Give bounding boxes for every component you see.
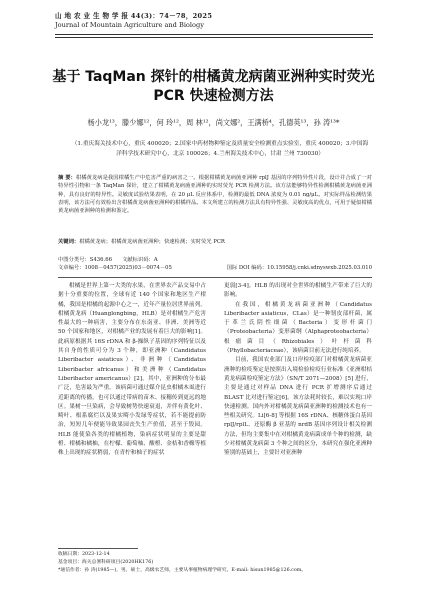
abstract	[58, 174, 372, 215]
clc-number: 中图分类号：S436.66	[58, 257, 112, 263]
journal-header-cn: 山 地 农 业 生 物 学 报 44(3)：74－78，2025	[55, 12, 213, 20]
header-rule-thin	[55, 37, 373, 38]
paper-title: 基于 TaqMan 探针的柑橘黄龙病菌亚洲种实时荧光 PCR 快速检测方法	[52, 69, 375, 104]
author-list: 杨小龙¹³，滕少娜¹²，何 玲¹²，周 林¹²，尚文娜²，王满桥⁴，孔德英¹³，孙 涛¹³*	[87, 118, 340, 127]
header-rule-thick	[55, 34, 373, 35]
keywords-text: 柑橘黄龙病；柑橘黄龙病菌亚洲种；快速检测；实时荧光 PCR	[79, 239, 225, 245]
body-paragraph: 柑橘是世界上第一大类的水果，在世界农产品交易中占据十分重要的位置，全球有近 140 个国家和地区生产柑橘，我国是柑橘的起源中心之一，近年产量位居世界前列。柑橘黄龙病（Huanglongbing，HLB）是对柑橘生产危害性最大的一种病害，主要分布在东南亚、非洲、美洲等近 50 个国家和地区，对柑橘产业的发展有着巨大的影响[1]。此病原根据其 16S rDNA 和 β-操纵子基因的序列特征以及其自身的性质可分为 3 个种，即亚洲种（Candidatus Liberibacter asiaticus）、非洲种（Candidatus Liberibacter africanus）和美洲种（Candidatus Liberibacter americanus）[2]。其中，亚洲种的分布最广泛，危害最为严重。该病菌可通过媒介昆虫柑橘木虱进行近距离的传播，也可以通过带病的苗木、接穗传到更远的地区。果树一旦染病，会导致树势快速衰退，并伴有黄化叶、畸叶、根系腐烂以及果实畸小发绿等症状，若不能提前防治，短短几年便能导致果园丧失生产价值，甚至于毁园。HLB 能使染各类的柑橘植物，染病症状明显的主要是甜橙、柑橘和橘柚，在柠檬、葡萄柚、酸橙、金桔和香橼等植株上出现的症状稍弱，在青柠和柚子的症状	[58, 283, 206, 457]
article-id-line	[58, 264, 372, 272]
doi[interactable]: 国际 DOI 编码：10.15958/j.cnki.sdnyswxb.2025.03.010	[226, 265, 372, 271]
article-number: 文章编号：1008－0457(2025)03－0074－05	[58, 265, 172, 271]
footnote-rule	[58, 548, 138, 549]
affiliations: （1.重庆海关技术中心，重庆 400020；2.国家中药材物种鉴定及质量安全检测重点实验室，重庆 400020；3.中国海洋科学技术研究中心，北京 100026；4.兰州海关技术中心，甘肃 兰州 730030）	[71, 141, 369, 157]
keywords	[58, 238, 372, 246]
keywords-label: 关键词：	[58, 239, 80, 245]
abstract-label: 摘 要：	[58, 175, 76, 181]
footnote-fund: 基金项目：海关总署科研项目(2020HK176)	[58, 560, 154, 565]
journal-header	[55, 12, 385, 30]
body-paragraph: 在我国，柑橘黄龙病菌亚洲种（Candidatus Liberibacter asiaticus，CLas）是一种韧皮部杆菌，属于革兰氏阴性细菌（Bacteria）变形杆菌门（Proteobacteria）变形菌纲（Alphaproteobacteria）根瘤菌目（Rhizobiales）叶杆菌科（Phyllobacteriaceae），该病菌目前无法进行纯培养。	[224, 301, 372, 355]
document-code: 文献标识码：A	[122, 257, 158, 263]
body-column-left	[58, 282, 206, 459]
abstract-separator	[58, 277, 372, 278]
journal-header-en: Journal of Mountain Agriculture and Biology	[55, 21, 204, 29]
footnote-author: *通信作者：孙 涛(1985—)，男，硕士，高级农艺师，主要从事植物病理学研究，E-mail: hisun1985@126.com。	[58, 568, 307, 573]
body-paragraph: 更弱[3-4]。HLB 的出现对全世界的柑橘生产带来了巨大的影响。	[224, 283, 372, 299]
abstract-text: 柑橘黄龙病是我国柑橘生产中危害严重的病害之一。根据柑橘黄龙病菌亚洲种 rplJ 基因的序列特异性片段，设计并合成了一对特异性引物和一条 TaqMan 探针，建立了柑橘黄龙病菌亚洲种的实时荧光 PCR 检测方法。该方法能够特异性检测柑橘黄龙病菌亚洲种，具有良好的特异性。灵敏度试验结果表明，在 20 μL 反应体系中，检测的最低 DNA 浓度为 0.01 ng/μL。对实际样品检测结果表明，该方法可有效检出含柑橘黄龙病菌亚洲种的柑橘样品。本文所建立的检测方法具有特异性强、灵敏度高的优点，可用于疑似柑橘黄龙病菌亚洲种的检测和鉴定。	[58, 175, 372, 215]
classification-line	[58, 256, 372, 264]
body-paragraph: 目前，我国农业部门及口岸检疫部门对柑橘黄龙病菌亚洲种的检疫鉴定是按照出入境检验检疫行业标准《亚洲柑桔黄龙病菌检疫鉴定方法》（SN/T 2071—2008）[5] 进行，主要是通过对样品 DNA 进行 PCR 扩增测序后通过 BLAST 比对进行鉴定[6]。该方法耗时较长，难以实现口岸快速检测。国内外对柑橘黄龙病菌亚洲种的检测技术也有一些相关研究。Li[6-8] 等根据 16S rDNA、核糖体蛋白基因 rplJ/rplL、还原酶 β 亚基的 nrdB 基因序列设计相关检测方法，但均主要集中在对柑橘黄龙病菌成单个种的检测，缺少对柑橘黄龙病菌 3 个种之间的区分，本研究在强化亚洲种鉴别的基础上，主要针对亚洲种	[224, 357, 372, 457]
body-column-right	[224, 282, 372, 459]
footnote-received: 收稿日期：2023-12-14	[58, 552, 110, 557]
